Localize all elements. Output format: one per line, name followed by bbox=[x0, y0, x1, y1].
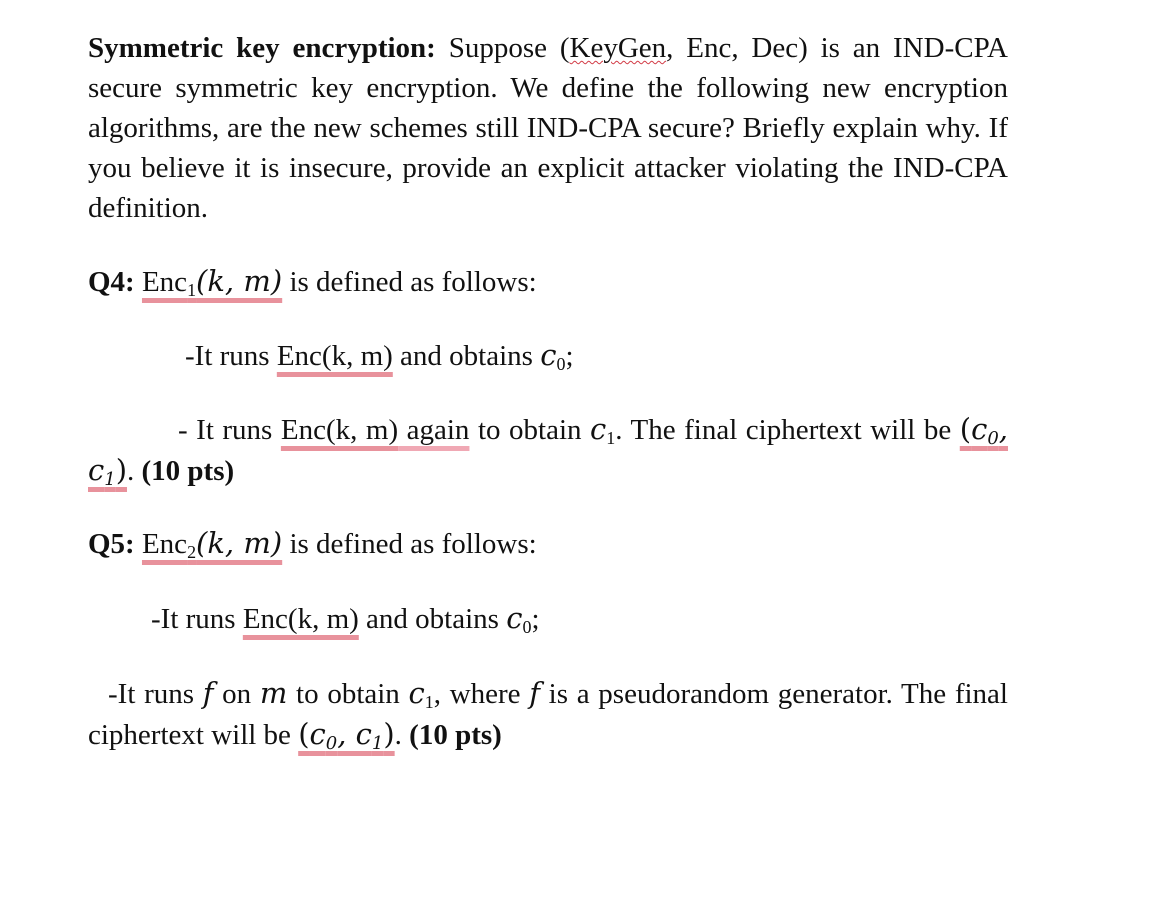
q4-step2-tuple: ($c_0$, $c_1$) bbox=[88, 412, 1008, 491]
q4-func-args: (k, m) bbox=[196, 264, 283, 298]
keygen-word: KeyGen bbox=[569, 32, 667, 64]
q5-step1-c: c bbox=[506, 601, 523, 635]
q4-heading bbox=[88, 261, 1008, 302]
q4-step1-c-sub: 0 bbox=[556, 354, 566, 375]
q4-label: Q4: bbox=[88, 266, 135, 298]
q5-step2-end: . bbox=[394, 719, 402, 751]
q4-step1-enc: Enc(k, m) bbox=[276, 340, 393, 372]
q4-step2-c-sub: 1 bbox=[606, 428, 616, 449]
intro-text-1: Suppose ( bbox=[435, 32, 570, 64]
q5-func-args: (k, m) bbox=[196, 526, 283, 560]
q4-step2-mid: . The final ciphertext will be bbox=[615, 414, 960, 446]
q4-points: (10 pts) bbox=[141, 455, 235, 487]
q5-heading bbox=[88, 523, 1008, 564]
intro-heading: Symmetric key encryption: bbox=[88, 32, 436, 64]
q5-step2-prefix: -It runs bbox=[108, 678, 203, 710]
q4-step2-again: again bbox=[398, 414, 470, 446]
q5-step2-f2: f bbox=[529, 676, 540, 710]
q4-step2-enc: Enc(k, m) bbox=[280, 414, 399, 446]
q5-label: Q5: bbox=[88, 528, 135, 560]
q5-step1-c-sub: 0 bbox=[522, 617, 532, 638]
q5-step2-c: c bbox=[408, 676, 425, 710]
q4-step2-c: c bbox=[590, 412, 607, 446]
intro-text-2: , Enc, Dec) is an IND-CPA secure symmetric key encryption. We define the following new encryption algorithms, are the new schemes still IND-CPA secure? Briefly explain why. If you believe it is insecure, provide an explicit attacker violating the IND-CPA definition. bbox=[88, 32, 1008, 224]
q5-step2-m: m bbox=[259, 676, 288, 710]
q5-step2-where: , where bbox=[433, 678, 530, 710]
q5-step1-rest: and obtains bbox=[358, 603, 507, 635]
q5-step-2 bbox=[88, 673, 1008, 755]
intro-paragraph bbox=[88, 28, 1008, 228]
q4-head-rest: is defined as follows: bbox=[282, 266, 537, 298]
q4-step2-end: . bbox=[127, 455, 135, 487]
q5-step2-on: on bbox=[213, 678, 260, 710]
q4-function bbox=[141, 264, 283, 301]
q4-step-2 bbox=[88, 409, 1008, 491]
q5-step1-enc: Enc(k, m) bbox=[242, 603, 359, 635]
q4-step-1 bbox=[88, 335, 1105, 376]
q5-step1-prefix: -It runs bbox=[151, 603, 243, 635]
q5-func-name: Enc bbox=[141, 528, 188, 560]
q4-step1-prefix: -It runs bbox=[185, 340, 277, 372]
q4-step2-prefix: - It runs bbox=[178, 414, 281, 446]
q4-step1-end: ; bbox=[565, 340, 574, 372]
q5-points: (10 pts) bbox=[409, 719, 502, 751]
q5-step2-c-sub: 1 bbox=[424, 692, 434, 713]
q5-head-rest: is defined as follows: bbox=[282, 528, 537, 560]
q4-step2-rest: to obtain bbox=[469, 414, 591, 446]
q5-step2-rest: is a pseudorandom generator. The final ciphertext will be bbox=[88, 678, 1008, 751]
q4-step1-c: c bbox=[540, 338, 557, 372]
q5-function bbox=[141, 526, 283, 563]
q5-step2-tuple: ($c_0$, $c_1$) bbox=[298, 717, 395, 755]
document-page bbox=[88, 28, 1008, 755]
q4-func-sub: 1 bbox=[187, 280, 197, 301]
q5-step2-f: f bbox=[202, 676, 214, 710]
q5-step2-to: to obtain bbox=[287, 678, 409, 710]
q5-step-1 bbox=[88, 598, 1071, 639]
q5-step1-end: ; bbox=[531, 603, 540, 635]
q4-func-name: Enc bbox=[141, 266, 188, 298]
q5-func-sub: 2 bbox=[187, 542, 197, 563]
q4-step1-rest: and obtains bbox=[392, 340, 541, 372]
